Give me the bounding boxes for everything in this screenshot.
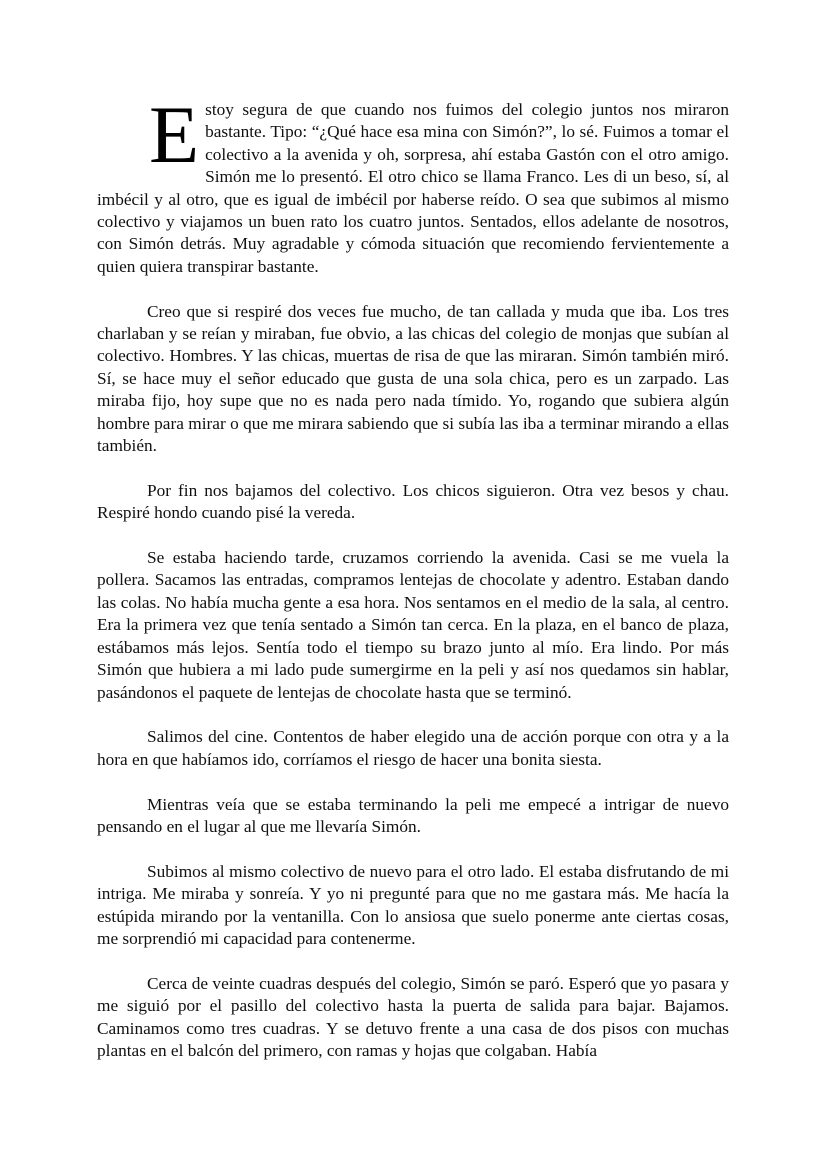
- paragraph-3: Por fin nos bajamos del colectivo. Los chicos siguieron. Otra vez besos y chau. Respiré hondo cuando pisé la vereda.: [97, 480, 729, 523]
- document-page: [97, 89, 729, 1085]
- paragraph-2: Creo que si respiré dos veces fue mucho, de tan callada y muda que iba. Los tres charlaban y se reían y miraban, fue obvio, a las chicas del colegio de monjas que subían al colectivo. Hombres. Y las chicas, muertas de risa de que las miraran. Simón también miró. Sí, se hace muy el señor educado que gusta de una sola chica, pero es un zarpado. Las miraba fijo, hoy supe que no es nada pero nada tímido. Yo, rogando que subiera algún hombre para mirar o que me mirara sabiendo que si subía las iba a terminar mirando a ellas también.: [97, 301, 729, 456]
- paragraph-8: Cerca de veinte cuadras después del colegio, Simón se paró. Esperó que yo pasara y me siguió por el pasillo del colectivo hasta la puerta de salida para bajar. Bajamos. Caminamos como tres cuadras. Y se detuvo frente a una casa de dos pisos con muchas plantas en el balcón del primero, con ramas y hojas que colgaban. Había: [97, 973, 729, 1060]
- paragraph-1-text: stoy segura de que cuando nos fuimos del colegio juntos nos miraron bastante. Tipo: “¿Qué hace esa mina con Simón?”, lo sé. Fuimos a tomar el colectivo a la avenida y oh, sorpresa, ahí estaba Gastón con el otro amigo. Simón me lo presentó. El otro chico se llama Franco. Les di un beso, sí, al imbécil y al otro, que es igual de imbécil por haberse reído. O sea que subimos al mismo colectivo y viajamos un buen rato los cuatro juntos. Sentados, ellos adelante de nosotros, con Simón detrás. Muy agradable y cómoda situación que recomiendo fervientemente a quien quiera transpirar bastante.: [97, 100, 729, 276]
- paragraph-7: Subimos al mismo colectivo de nuevo para el otro lado. El estaba disfrutando de mi intriga. Me miraba y sonreía. Y yo ni pregunté para que no me gastara más. Me hacía la estúpida mirando por la ventanilla. Con lo ansiosa que suelo ponerme ante ciertas cosas, me sorprendió mi capacidad para contenerme.: [97, 861, 729, 948]
- paragraph-6: Mientras veía que se estaba terminando la peli me empecé a intrigar de nuevo pensando en el lugar al que me llevaría Simón.: [97, 794, 729, 836]
- paragraph-4: Se estaba haciendo tarde, cruzamos corriendo la avenida. Casi se me vuela la pollera. Sacamos las entradas, compramos lentejas de chocolate y adentro. Estaban dando las colas. No había mucha gente a esa hora. Nos sentamos en el medio de la sala, al centro. Era la primera vez que tenía sentado a Simón tan cerca. En la plaza, en el banco de plaza, estábamos más lejos. Sentía todo el tiempo su brazo junto al mío. Era lindo. Por más Simón que hubiera a mi lado pude sumergirme en la peli y así nos quedamos sin hablar, pasándonos el paquete de lentejas de chocolate hasta que se terminó.: [97, 548, 729, 702]
- drop-cap: E: [149, 89, 200, 180]
- paragraph-5: Salimos del cine. Contentos de haber elegido una de acción porque con otra y a la hora en que habíamos ido, corríamos el riesgo de hacer una bonita siesta.: [97, 727, 729, 769]
- paragraph-1: [97, 89, 729, 278]
